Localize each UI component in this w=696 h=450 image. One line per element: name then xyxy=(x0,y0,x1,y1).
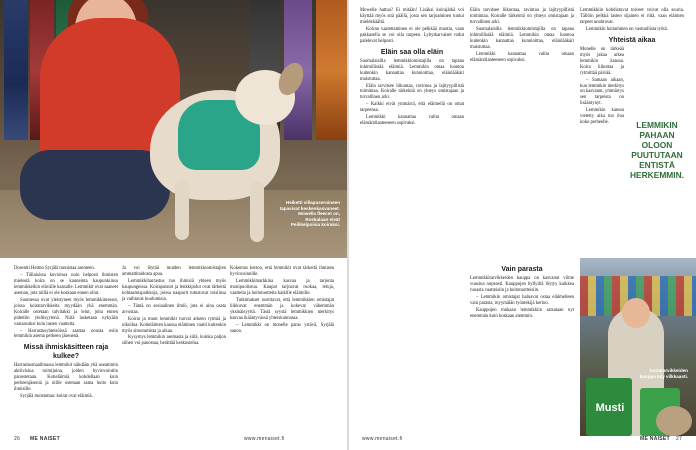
subheading: Eläin saa olla eläin xyxy=(380,48,444,56)
paragraph: Suomalaisilla lemmikkiomistajilla on tapana inhimillistää eläimiä. Lemmikin omaa luontoa kuitenkin kannattaa kunnioittaa, eläinlääkäri muistuttaa. xyxy=(360,58,464,82)
paragraph: Lemmikkimarkkina kasvaa ja tarjonta monipuolistuu. Kaupat tarjoavat ruokaa, leluja, vaatteita ja hoitotuotteita kaikille eläimille. xyxy=(230,278,334,296)
shopper-face xyxy=(622,298,650,328)
paragraph: Mowelle hattua? Ei mitään! Lisäksi koirajätkä voi käyttää myös sitä päällä, josta sen tarjoaminen tuntui mielekkäältä. xyxy=(360,8,464,25)
clothes-rack xyxy=(4,0,28,140)
subheading: Vain parasta xyxy=(501,266,543,273)
left-column-3 xyxy=(230,266,334,335)
paragraph: Lemmikkiharrastus tuo ihmisiä yhteen myös kaupungeissa. Koirapuistot ja lenkkipolut ovat tärkeitä kohtaamispaikkoja, joissa naapurit tutustuvat toisiinsa ja vaihtavat kuulumisia. xyxy=(122,278,226,302)
page-gutter xyxy=(347,0,349,450)
paragraph: Monelle on tärkeää myös jakaa arkea lemmikin kanssa. Koira liikuttaa ja rytmittää päivää. xyxy=(580,46,624,76)
page-number-right: 27 xyxy=(676,436,683,442)
paragraph: Lemmikkiin kohdistuvat toiveet voivat olla suuria. Tällöin pelkkä lasten sijainen ei riitä, vaan eläimen tarpeet unohtuvat. xyxy=(580,8,684,25)
right-column-3 xyxy=(580,8,684,127)
paragraph: Koiran vaatettaminen ei ole pelkkää muotia, vaan pakkasella se voi olla tarpeen. Lyhytkarvaiset rodut palelevat helposti. xyxy=(360,26,464,44)
pull-quote: LEMMIKIN PAHAAN OLOON PUUTUTAAN ENTISTÄ HERKEMMIN. xyxy=(630,120,684,180)
magazine-name-left: ME NAISET xyxy=(30,436,60,442)
paragraph: Suomalaisilla lemmikkiomistajilla on tapana inhimillistää eläimiä. Lemmikin omaa luontoa kuitenkin kannattaa kunnioittaa, eläinlääkäri muistuttaa. xyxy=(470,26,574,50)
paragraph: Tutkimukset osoittavat, että lemmikkien omistajat liikkuvat enemmän ja kokevat vähemmän yksinäisyyttä. Tästä syystä lemmikkien merkitys kasvaa ikääntyvässä yhteiskunnassa. xyxy=(230,297,334,321)
paragraph: Harrastusmaailmassa lemmikit nähdään yhä useammin aktiivisina toimijoina, joiden hyvinvointiin panostetaan. Kotieläimiä kohdellaan kuin perheenjäseniä ja niille ostetaan sama hoito kuin ihmisille. xyxy=(14,363,118,393)
paragraph: Syrjälä muistuttaa: koirat ovat eläimiä. xyxy=(20,394,93,400)
paragraph: Kokemus kertoo, että lemmikit ovat tärkeitä ihmisen hyvinvoinnille. xyxy=(230,266,334,277)
paragraph: – Harrastusyhteisöissä saattaa nousta esiin lemmikin asema perheen jäsenenä. xyxy=(14,328,118,340)
website-url-left: www.menaiset.fi xyxy=(244,436,285,442)
paragraph: Eläin tarvitsee liikuntaa, ravintoa ja lajityypillistä toimintaa. Koiralle tärkeintä on yhteys omistajaan ja turvallinen arki. xyxy=(470,8,574,25)
dog-leg xyxy=(175,180,189,240)
store-logo: Musti xyxy=(595,402,625,414)
paragraph: Ja voi löytää muiden lemmikinomistajien ammattitaidosta apua. xyxy=(122,266,226,277)
paragraph: Lemmikin hoitaminen on vastuullista työtä. xyxy=(586,26,668,32)
paragraph: – Lemmikin omistajat haluavat ostaa eläimelleen vain parasta, myymälän työntekijä kertoo. xyxy=(470,294,574,306)
website-url-right: www.menaiset.fi xyxy=(362,436,403,442)
right-column-1 xyxy=(360,8,464,128)
small-dog xyxy=(656,406,692,436)
paragraph: Koirat ja muut lemmikit tuovat arkeen rytmiä ja ulkoilua. Kotieläimen kanssa eläminen vaatii kuitenkin myös sitoutumista ja aikaa. xyxy=(122,316,226,334)
paragraph: – Lemmikki on monelle paras ystävä, Syrjälä sanoo. xyxy=(230,322,334,334)
paragraph: – Tällaisissa kuvioissa noin helposti ihmisten mielestä koira on se kauneinta kaupunkiinsa lemmikkeihin elävälle kansalle. Lemmikit ovat saaneet aseman, jota niillä ei ole koskaan ennen ollut. xyxy=(14,272,118,296)
subheading: Yhteistä aikaa xyxy=(608,36,656,44)
magazine-name-right: ME NAISET xyxy=(640,436,670,442)
paragraph: Lemmikki kannattaa valita omaan elämäntilanteeseen sopivaksi. xyxy=(470,51,574,63)
left-column-1 xyxy=(14,266,118,401)
paragraph: Lemmikkitarvikkeiden kauppa on kasvanut viime vuosina nopeasti. Kauppojen hyllyiltä löytyy kaikkea ruoasta vaatteisiin ja hoitotuotteisiin. xyxy=(470,276,574,293)
left-column-2 xyxy=(122,266,226,348)
photo-caption-left: Heiketti villapuseroineen tapasivat keskenkasvaneet. Mowella fleecet on, Roskalaan eivät Peilikelpoisia koiraksi. xyxy=(279,200,340,228)
paragraph: – Kaikki eivät ymmärrä, että eläimellä on omat tarpeensa. xyxy=(360,102,464,114)
paragraph: – Tämä on sosiaalinen ilmiö, jota ei aina osata arvostaa. xyxy=(122,303,226,315)
paragraph: – Samaan aikaan, kun lemmikin merkitys on kasvanut, ymmärrys sen tarpeista on lisääntynyt. xyxy=(580,77,624,107)
photo-pet-store xyxy=(580,258,696,436)
paragraph: Kysymys lemmikin asemasta ja siitä, kuinka paljon siihen voi panostaa, herättää keskustelua. xyxy=(122,335,226,347)
paragraph: Dosentti Heimo Syrjälä tunnistaa asenteen. xyxy=(14,266,95,271)
right-column-2 xyxy=(470,8,574,65)
paragraph: Eläin tarvitsee liikuntaa, ravintoa ja lajityypillistä toimintaa. Koiralle tärkeintä on yhteys omistajaan ja turvallinen arki. xyxy=(360,83,464,101)
photo-caption-right: Koiratarvikkeiden kauppa käy vilkkaasti. xyxy=(639,368,688,379)
page-number-left: 26 xyxy=(14,436,21,442)
paragraph: Suomessa ovat yleistyneet myös lemmikkimessut, joissa koiratarvikkeita myydään yhä enemmän. Koiralle ostetaan talvitakki ja lelut, joita ennen pidettiin ylellisyytenä. Niitä lasketaan nykyään vastaavaksi kuin lasten vaatteita. xyxy=(14,297,118,327)
paragraph: Lemmikin kanssa vietetty aika tuo iloa koko perheelle. xyxy=(580,108,624,126)
clothes-rack xyxy=(316,0,347,140)
subheading: Missä ihmiskäsitteen raja kulkee? xyxy=(23,344,109,361)
dog-leg xyxy=(250,182,264,242)
right-column-2-lower xyxy=(470,262,574,321)
woman-jeans xyxy=(20,150,170,220)
paragraph: Lemmikki kannattaa valita omaan elämäntilanteeseen sopivaksi. xyxy=(360,115,464,127)
paragraph: Kauppojen mukaan lemmikkiin satsataan nyt enemmän kuin koskaan aiemmin. xyxy=(470,307,574,319)
